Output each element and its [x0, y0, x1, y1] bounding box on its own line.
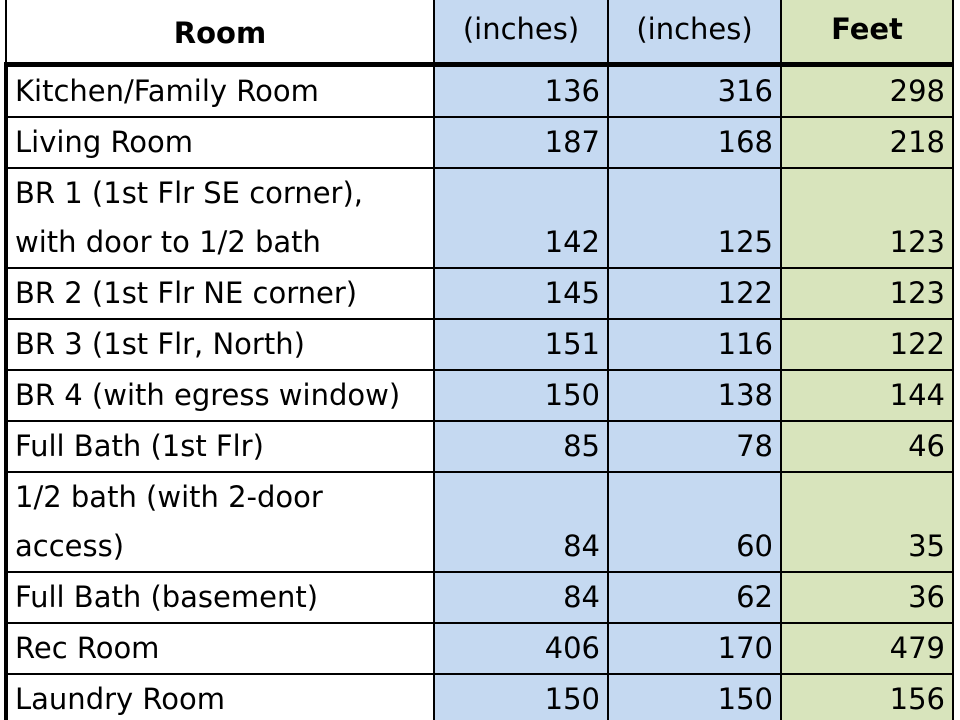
area-cell[interactable]: 122 — [781, 319, 953, 370]
area-cell[interactable]: 144 — [781, 370, 953, 421]
table-row — [6, 168, 953, 268]
room-cell[interactable]: Rec Room — [6, 623, 434, 674]
length-cell[interactable]: 170 — [608, 623, 781, 674]
room-cell[interactable]: Laundry Room — [6, 674, 434, 720]
room-cell[interactable]: BR 2 (1st Flr NE corner) — [6, 268, 434, 319]
header-row — [6, 0, 953, 65]
area-cell[interactable]: 156 — [781, 674, 953, 720]
table-row — [6, 65, 953, 118]
width-cell[interactable]: 84 — [434, 572, 608, 623]
room-cell[interactable]: Kitchen/Family Room — [6, 65, 434, 118]
area-cell[interactable]: 218 — [781, 117, 953, 168]
table-row — [6, 623, 953, 674]
table-row — [6, 268, 953, 319]
header-square-feet[interactable]: Feet — [781, 0, 953, 65]
width-cell[interactable]: 84 — [434, 472, 608, 572]
area-cell[interactable]: 123 — [781, 268, 953, 319]
width-cell[interactable]: 85 — [434, 421, 608, 472]
area-cell[interactable]: 35 — [781, 472, 953, 572]
table-row — [6, 472, 953, 572]
table-row — [6, 319, 953, 370]
width-cell[interactable]: 136 — [434, 65, 608, 118]
width-cell[interactable]: 150 — [434, 370, 608, 421]
room-dimensions-table — [4, 0, 954, 720]
length-cell[interactable]: 116 — [608, 319, 781, 370]
width-cell[interactable]: 145 — [434, 268, 608, 319]
width-cell[interactable]: 406 — [434, 623, 608, 674]
length-cell[interactable]: 150 — [608, 674, 781, 720]
length-cell[interactable]: 62 — [608, 572, 781, 623]
length-cell[interactable]: 78 — [608, 421, 781, 472]
room-cell[interactable]: Living Room — [6, 117, 434, 168]
width-cell[interactable]: 142 — [434, 168, 608, 268]
room-cell[interactable]: Full Bath (1st Flr) — [6, 421, 434, 472]
area-cell[interactable]: 298 — [781, 65, 953, 118]
table-row — [6, 421, 953, 472]
header-width-inches[interactable]: (inches) — [434, 0, 608, 65]
table-row — [6, 572, 953, 623]
length-cell[interactable]: 316 — [608, 65, 781, 118]
area-cell[interactable]: 479 — [781, 623, 953, 674]
header-length-inches[interactable]: (inches) — [608, 0, 781, 65]
length-cell[interactable]: 168 — [608, 117, 781, 168]
room-cell[interactable]: 1/2 bath (with 2-door access) — [6, 472, 434, 572]
width-cell[interactable]: 187 — [434, 117, 608, 168]
length-cell[interactable]: 138 — [608, 370, 781, 421]
table-row — [6, 370, 953, 421]
room-cell[interactable]: BR 1 (1st Flr SE corner), with door to 1/2 bath — [6, 168, 434, 268]
length-cell[interactable]: 60 — [608, 472, 781, 572]
length-cell[interactable]: 125 — [608, 168, 781, 268]
table-row — [6, 117, 953, 168]
room-cell[interactable]: BR 4 (with egress window) — [6, 370, 434, 421]
area-cell[interactable]: 46 — [781, 421, 953, 472]
width-cell[interactable]: 150 — [434, 674, 608, 720]
width-cell[interactable]: 151 — [434, 319, 608, 370]
header-room[interactable]: Room — [6, 0, 434, 65]
area-cell[interactable]: 36 — [781, 572, 953, 623]
room-cell[interactable]: Full Bath (basement) — [6, 572, 434, 623]
length-cell[interactable]: 122 — [608, 268, 781, 319]
table-row — [6, 674, 953, 720]
area-cell[interactable]: 123 — [781, 168, 953, 268]
room-cell[interactable]: BR 3 (1st Flr, North) — [6, 319, 434, 370]
